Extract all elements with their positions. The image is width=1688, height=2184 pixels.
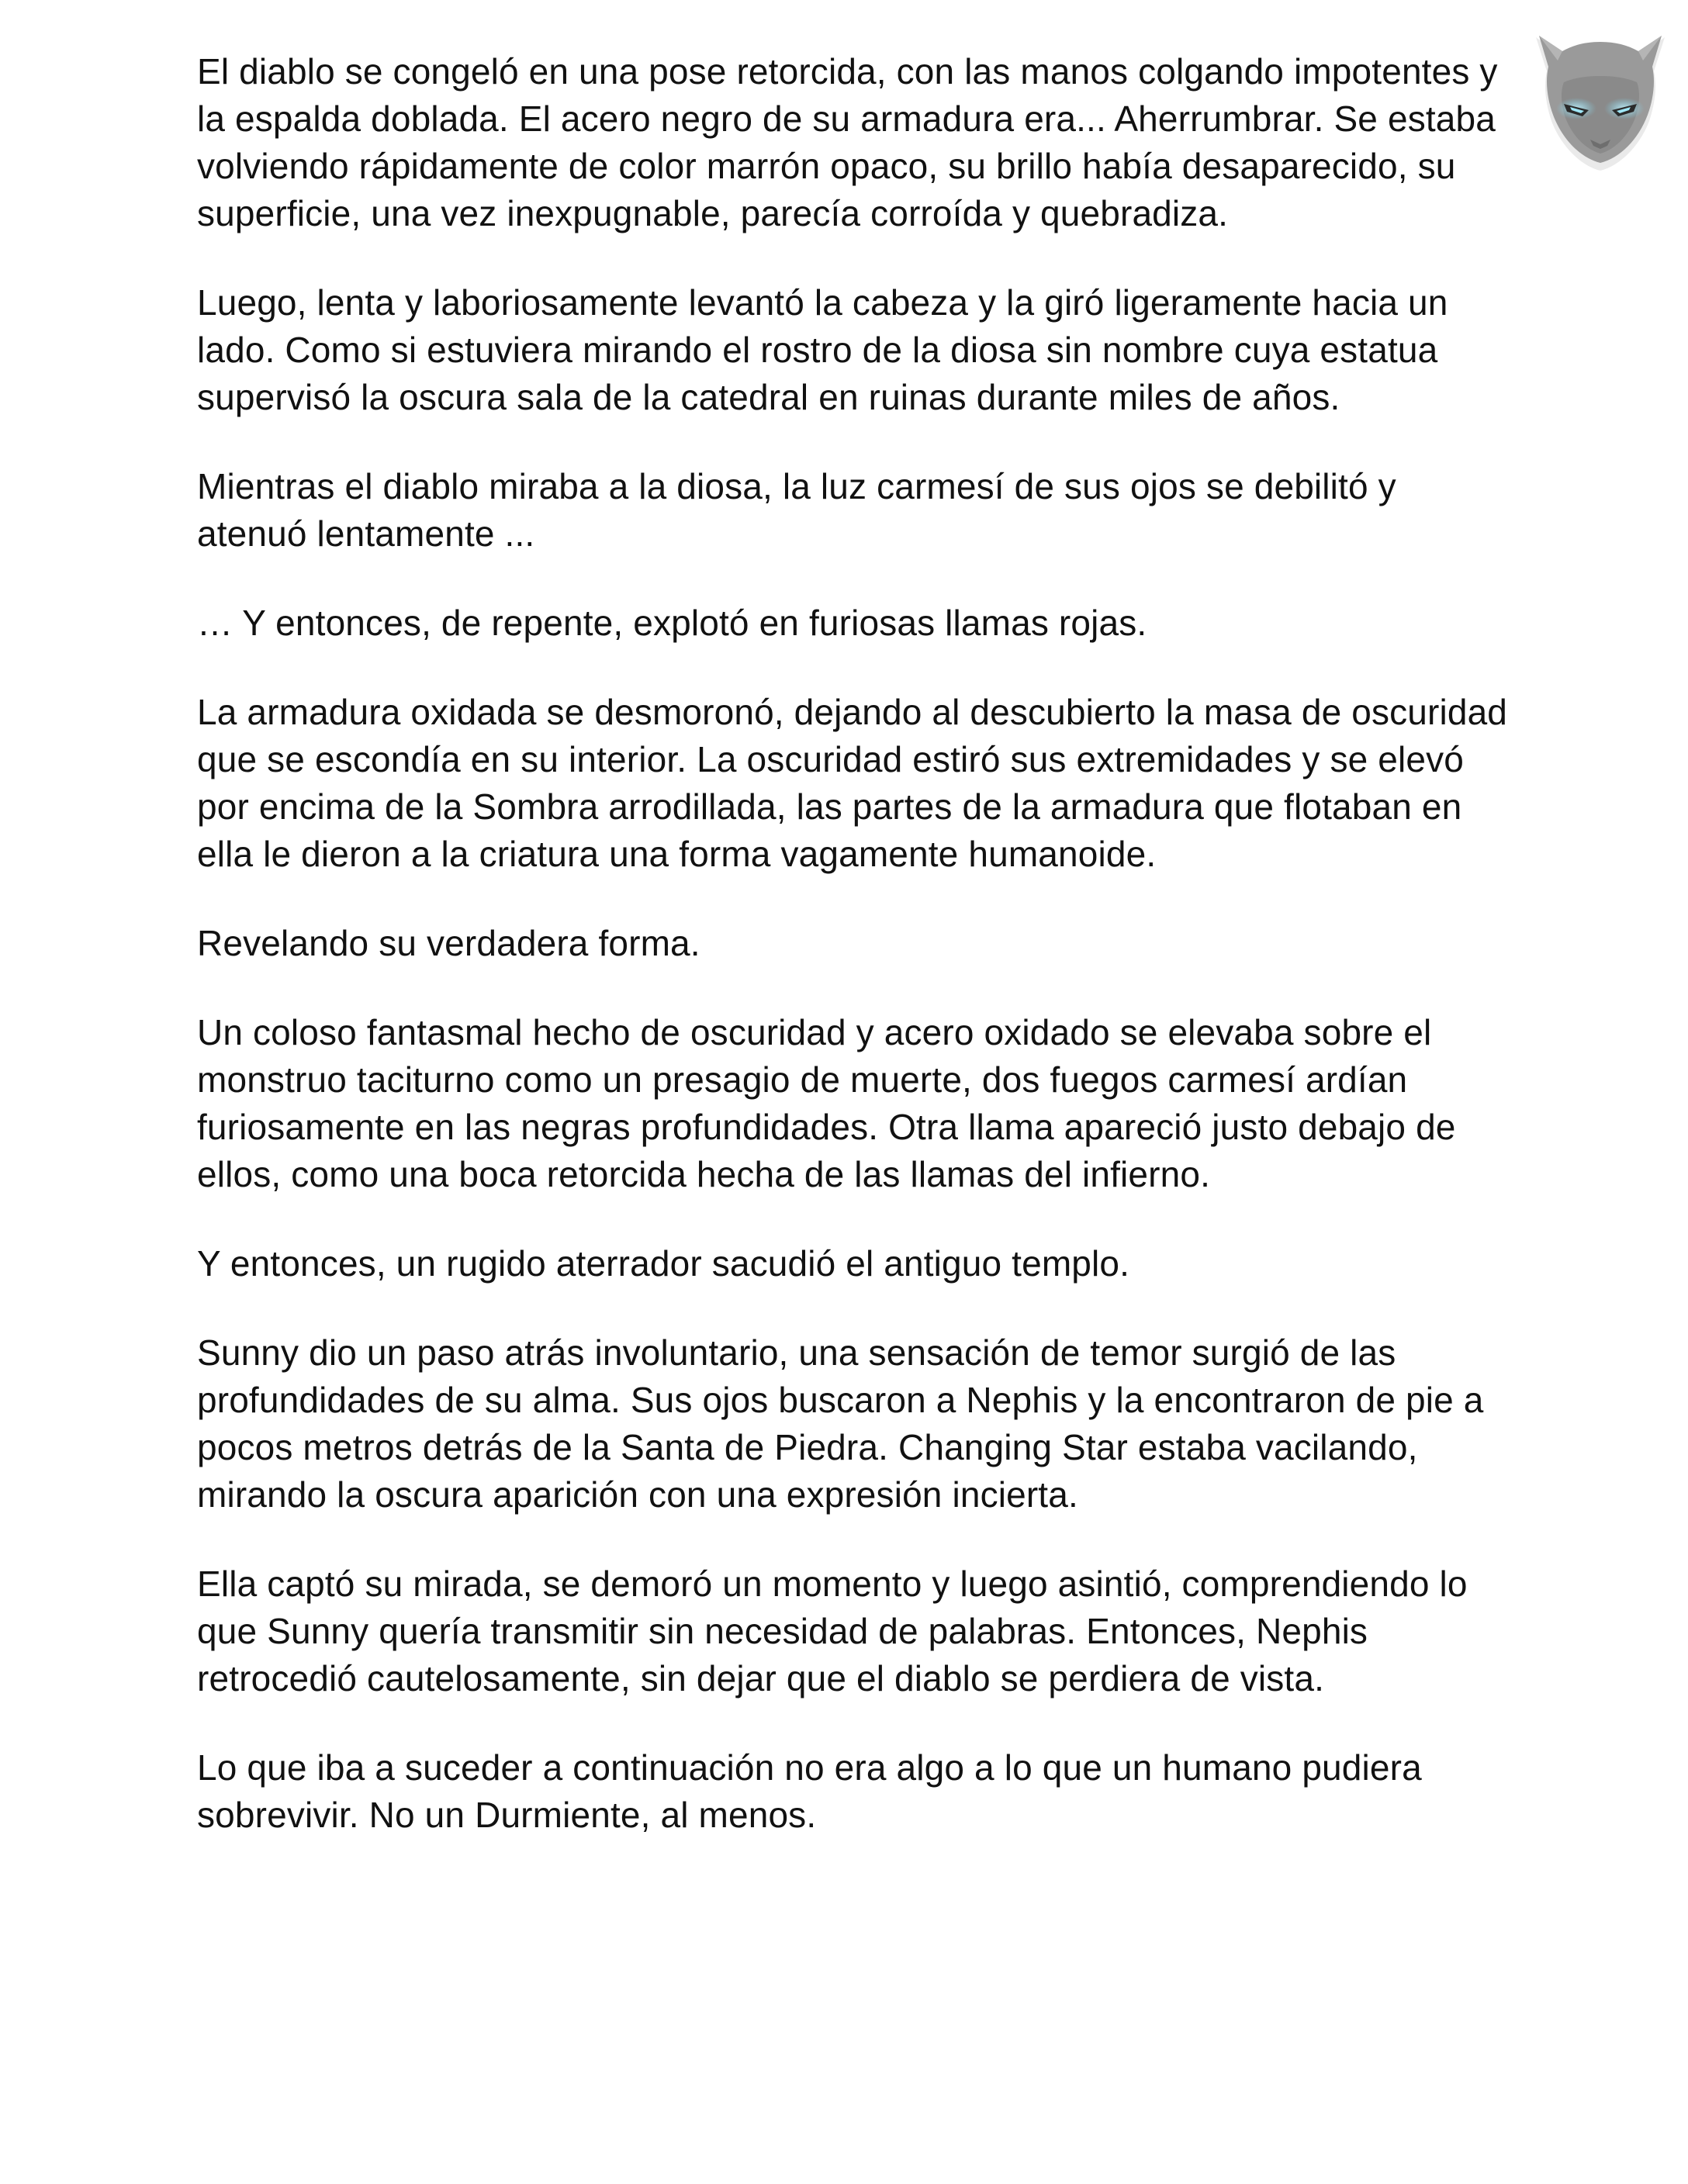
paragraph: Ella captó su mirada, se demoró un momento y luego asintió, comprendiendo lo que Sunny quería transmitir sin necesidad de palabras. Entonces, Nephis retrocedió cautelosamente, sin dejar que el diablo se perdiera de vista. bbox=[197, 1564, 1468, 1698]
demon-head-icon bbox=[1527, 17, 1674, 180]
paragraph: Sunny dio un paso atrás involuntario, una sensación de temor surgió de las profundidades de su alma. Sus ojos buscaron a Nephis y la encontraron de pie a pocos metros detrás de la Santa de Piedra. Changing Star estaba vacilando, mirando la oscura aparición con una expresión incierta. bbox=[197, 1332, 1484, 1515]
paragraph: La armadura oxidada se desmoronó, dejando al descubierto la masa de oscuridad que se escondía en su interior. La oscuridad estiró sus extremidades y se elevó por encima de la Sombra arrodillada, las partes de la armadura que flotaban en ella le dieron a la criatura una forma vagamente humanoide. bbox=[197, 692, 1508, 874]
paragraph: Un coloso fantasmal hecho de oscuridad y acero oxidado se elevaba sobre el monstruo taciturno como un presagio de muerte, dos fuegos carmesí ardían furiosamente en las negras profundidades. Otra llama apareció justo debajo de ellos, como una boca retorcida hecha de las llamas del infierno. bbox=[197, 1012, 1456, 1194]
paragraph: El diablo se congeló en una pose retorcida, con las manos colgando impotentes y la espalda doblada. El acero negro de su armadura era... Aherrumbrar. Se estaba volviendo rápidamente de color marrón opaco, su brillo había desaparecido, su superficie, una vez inexpugnable, parecía corroída y quebradiza. bbox=[197, 51, 1498, 233]
paragraph: Luego, lenta y laboriosamente levantó la cabeza y la giró ligeramente hacia un lado. Como si estuviera mirando el rostro de la diosa sin nombre cuya estatua supervisó la oscura sala de la catedral en ruinas durante miles de años. bbox=[197, 282, 1448, 417]
paragraph: Y entonces, un rugido aterrador sacudió el antiguo templo. bbox=[197, 1243, 1130, 1284]
paragraph: Mientras el diablo miraba a la diosa, la luz carmesí de sus ojos se debilitó y atenuó lentamente ... bbox=[197, 466, 1396, 554]
paragraph: … Y entonces, de repente, explotó en furiosas llamas rojas. bbox=[197, 603, 1147, 643]
paragraph: Revelando su verdadera forma. bbox=[197, 923, 700, 963]
paragraph: Lo que iba a suceder a continuación no era algo a lo que un humano pudiera sobrevivir. No un Durmiente, al menos. bbox=[197, 1747, 1422, 1835]
chapter-text bbox=[197, 48, 1516, 1881]
